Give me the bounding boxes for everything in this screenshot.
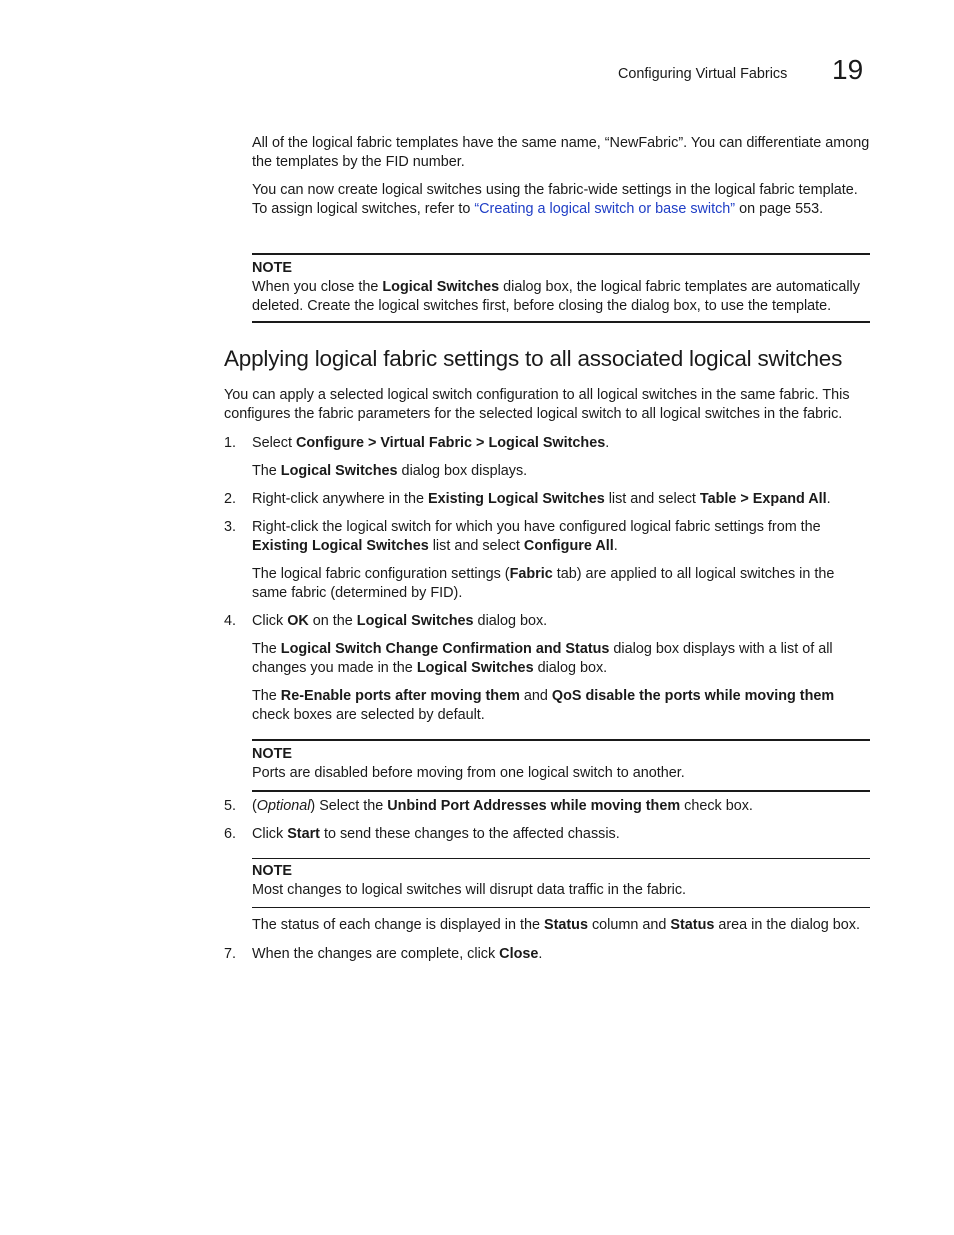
step-number: 4. xyxy=(224,613,237,629)
intro-paragraph-1: All of the logical fabric templates have the same name, “NewFabric”. You can differentiate among the templates by the FID number. xyxy=(252,135,870,170)
note-text: Most changes to logical switches will disrupt data traffic in the fabric. xyxy=(252,882,687,898)
step-1: Select Configure > Virtual Fabric > Logical Switches. xyxy=(252,435,610,451)
note-box-2 xyxy=(252,739,870,792)
intro-paragraph-2: You can now create logical switches using the fabric-wide settings in the logical fabric template. To assign logical switches, refer to “Creating a logical switch or base switch” on page 553. xyxy=(252,182,858,217)
note-label: NOTE xyxy=(252,863,292,879)
section-heading: Applying logical fabric settings to all associated logical switches xyxy=(224,346,843,371)
step-3: Right-click the logical switch for which you have configured logical fabric settings from the Existing Logical Switches list and select Configure All. xyxy=(252,519,821,554)
step-number: 6. xyxy=(224,826,237,842)
note-box-3 xyxy=(252,858,870,908)
chapter-number: 19 xyxy=(832,54,864,85)
step-number: 7. xyxy=(224,946,237,962)
note-text: Ports are disabled before moving from one logical switch to another. xyxy=(252,765,685,781)
step-2: Right-click anywhere in the Existing Logical Switches list and select Table > Expand All. xyxy=(252,491,831,507)
step-7: When the changes are complete, click Close. xyxy=(252,946,543,962)
running-header-title: Configuring Virtual Fabrics xyxy=(618,66,788,82)
step-number: 5. xyxy=(224,798,237,814)
note-text: When you close the Logical Switches dialog box, the logical fabric templates are automatically deleted. Create the logical switches first, before closing the dialog box, to use the template. xyxy=(252,279,860,314)
step-number: 2. xyxy=(224,491,237,507)
step-6: Click Start to send these changes to the affected chassis. xyxy=(252,826,620,842)
step-number: 1. xyxy=(224,435,237,451)
section-intro: You can apply a selected logical switch configuration to all logical switches in the same fabric. This configures the fabric parameters for the selected logical switch to all logical switches in the fabric. xyxy=(224,387,850,422)
note-box-1 xyxy=(252,253,870,323)
step-6-result: The status of each change is displayed in the Status column and Status area in the dialog box. xyxy=(252,917,860,933)
note-label: NOTE xyxy=(252,746,292,762)
step-3-result: The logical fabric configuration settings (Fabric tab) are applied to all logical switches in the same fabric (determined by FID). xyxy=(252,566,835,601)
note-label: NOTE xyxy=(252,260,292,276)
step-number: 3. xyxy=(224,519,237,535)
step-5: (Optional) Select the Unbind Port Addresses while moving them check box. xyxy=(252,798,753,814)
step-4-result-2: The Re-Enable ports after moving them and QoS disable the ports while moving them check boxes are selected by default. xyxy=(252,688,835,723)
step-4: Click OK on the Logical Switches dialog box. xyxy=(252,613,548,629)
step-4-result-1: The Logical Switch Change Confirmation and Status dialog box displays with a list of all changes you made in the Logical Switches dialog box. xyxy=(252,641,833,676)
cross-reference-link[interactable]: “Creating a logical switch or base switch” xyxy=(474,201,736,217)
step-1-result: The Logical Switches dialog box displays. xyxy=(252,463,528,479)
